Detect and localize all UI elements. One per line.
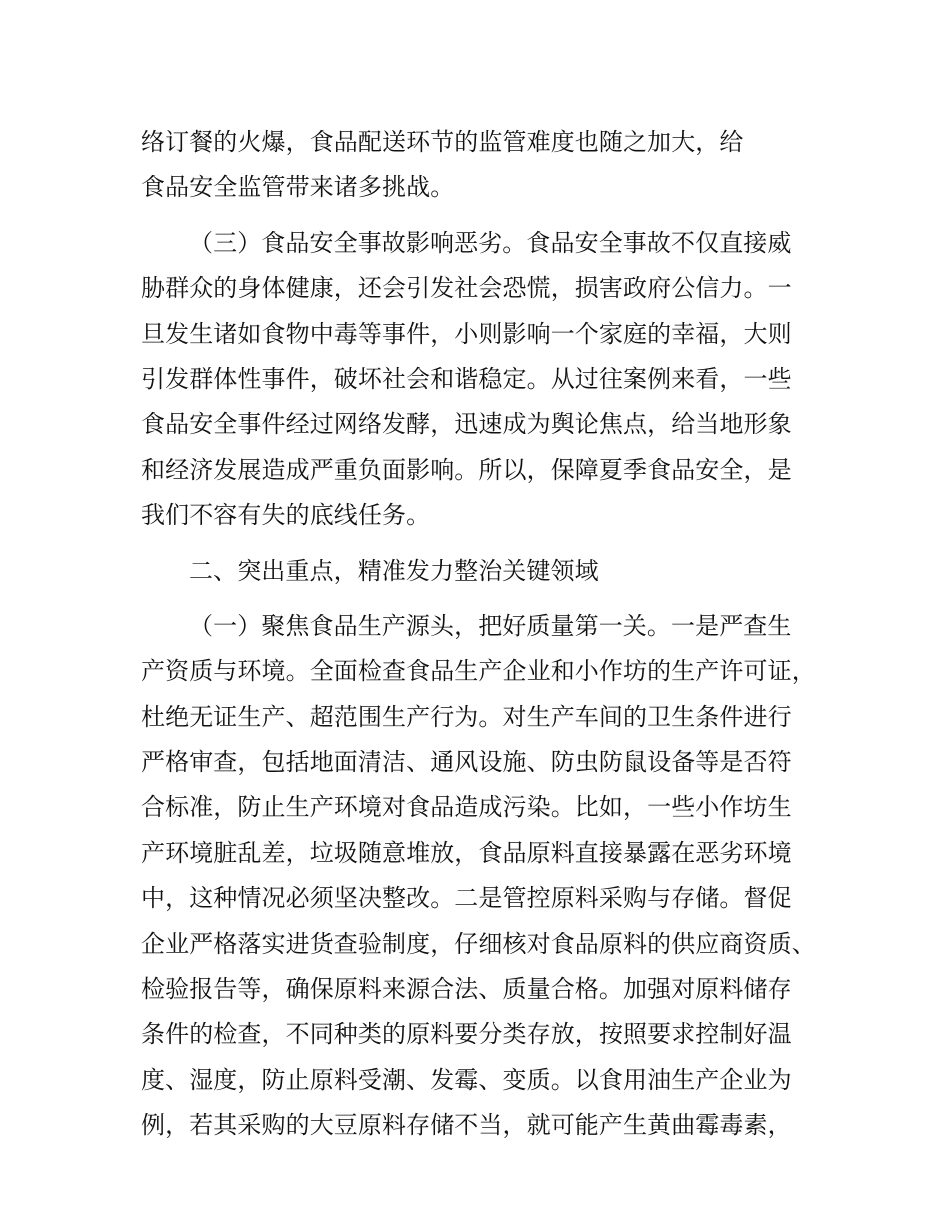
body-text (141, 120, 841, 1149)
text-line: 度、湿度，防止原料受潮、发霉、变质。以食用油生产企业为 (141, 1065, 792, 1094)
text-line: 检验报告等，确保原料来源合法、质量合格。加强对原料储存 (141, 975, 792, 1004)
text-line: 产环境脏乱差，垃圾随意堆放，食品原料直接暴露在恶劣环境 (141, 838, 792, 867)
text-line: 食品安全监管带来诸多挑战。 (141, 173, 455, 202)
text-line: 企业严格落实进货查验制度，仔细核对食品原料的供应商资质、 (141, 929, 816, 958)
chapter-heading-2: 二、突出重点，精准发力整治关键领域 (189, 556, 599, 585)
text-line: 中，这种情况必须坚决整改。二是管控原料采购与存储。督促 (141, 884, 792, 913)
text-line: 严格审查，包括地面清洁、通风设施、防虫防鼠设备等是否符 (141, 748, 792, 777)
text-line: 食品安全事件经过网络发酵，迅速成为舆论焦点，给当地形象 (141, 410, 792, 439)
text-line: 例，若其采购的大豆原料存储不当，就可能产生黄曲霉毒素， (141, 1111, 792, 1140)
text-line: 条件的检查，不同种类的原料要分类存放，按照要求控制好温 (141, 1020, 792, 1049)
text-line: 和经济发展造成严重负面影响。所以，保障夏季食品安全，是 (141, 455, 792, 484)
text-line: 引发群体性事件，破坏社会和谐稳定。从过往案例来看，一些 (141, 364, 792, 393)
text-line: 我们不容有失的底线任务。 (141, 501, 431, 530)
text-line: 络订餐的火爆，食品配送环节的监管难度也随之加大，给 (141, 128, 744, 156)
text-line: 合标准，防止生产环境对食品造成污染。比如，一些小作坊生 (141, 793, 792, 822)
text-line: 胁群众的身体健康，还会引发社会恐慌，损害政府公信力。一 (141, 274, 792, 303)
text-line: 产资质与环境。全面检查食品生产企业和小作坊的生产许可证， (141, 657, 816, 686)
section-heading-3: （三）食品安全事故影响恶劣。食品安全事故不仅直接威 (189, 228, 792, 257)
text-line: 旦发生诸如食物中毒等事件，小则影响一个家庭的幸福，大则 (141, 319, 792, 348)
section-heading-1: （一）聚焦食品生产源头，把好质量第一关。一是严查生 (189, 611, 792, 640)
text-line: 杜绝无证生产、超范围生产行为。对生产车间的卫生条件进行 (141, 702, 792, 731)
